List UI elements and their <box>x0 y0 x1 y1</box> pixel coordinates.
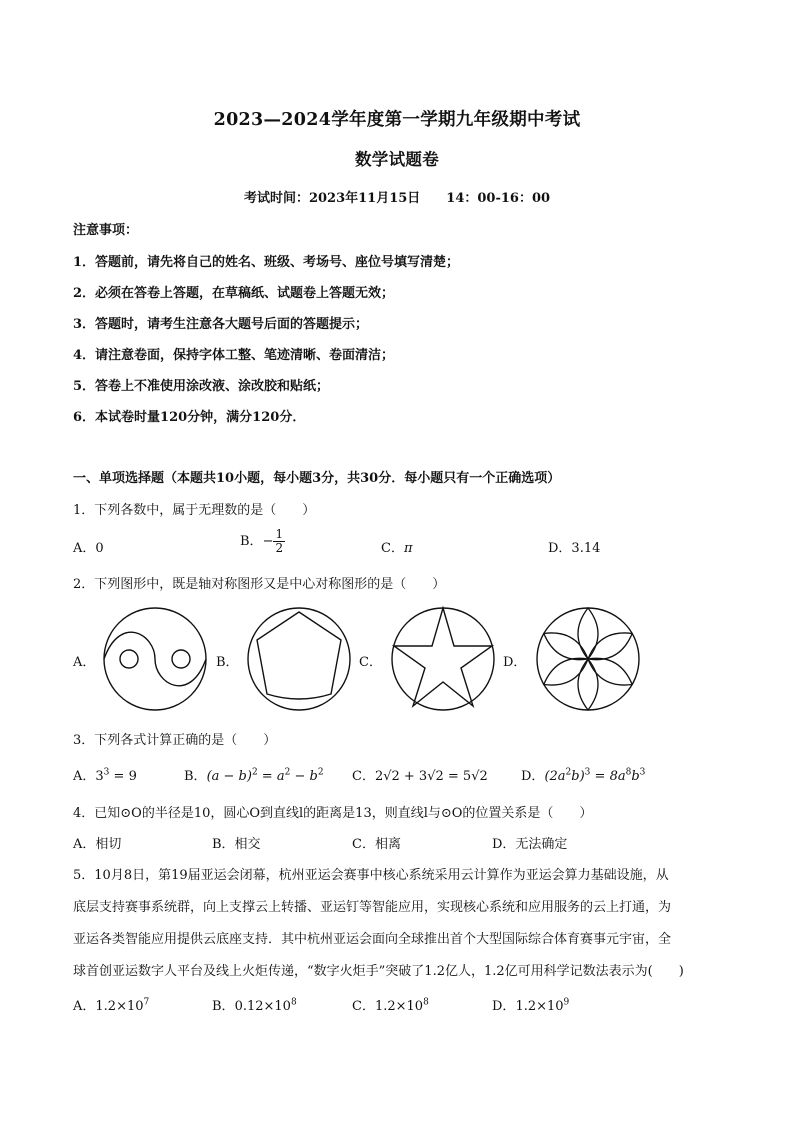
q3-option-d: D．$(2a^2b)^3 = 8a^8b^3$ <box>521 767 646 784</box>
figure-b-pentagon <box>244 604 354 714</box>
section-heading: 一、单项选择题（本题共10小题，每小题3分，共30分．每小题只有一个正确选项） <box>73 471 561 486</box>
q5-option-a: A．$1.2\times 10^7$ <box>73 997 150 1014</box>
q2-label-a: A． <box>73 655 96 670</box>
question-2-stem: 2．下列图形中，既是轴对称图形又是中心对称图形的是（ ） <box>73 577 446 592</box>
question-4-stem: 4．已知⊙O的半径是10，圆心O到直线l的距离是13，则直线l与⊙O的位置关系是（ ） <box>73 806 593 821</box>
question-3-stem: 3．下列各式计算正确的是（ ） <box>73 733 277 748</box>
q1-option-a: A．0 <box>73 541 104 556</box>
note-item: 3．答题时，请考生注意各大题号后面的答题提示； <box>73 317 369 332</box>
q1-option-c: C．π <box>381 541 413 556</box>
q2-label-c: C． <box>359 655 382 670</box>
q5-option-b: B．$0.12\times 10^8$ <box>212 997 297 1014</box>
question-5-line: 亚运各类智能应用提供云底座支持．其中杭州亚运会面向全球推出首个大型国际综合体育赛事元宇宙，全 <box>73 932 672 947</box>
note-item: 2．必须在答卷上答题，在草稿纸、试题卷上答题无效； <box>73 286 395 301</box>
exam-time: 考试时间：2023年11月15日 14：00-16：00 <box>243 191 551 206</box>
q3-option-a: A．$3^3 = 9$ <box>73 767 137 784</box>
question-5-line: 5．10月8日，第19届亚运会闭幕，杭州亚运会赛事中核心系统采用云计算作为亚运会算力基础设施，从 <box>73 868 669 883</box>
q3-option-b: B．$(a - b)^2 = a^2 - b^2$ <box>184 767 324 784</box>
question-1-stem: 1．下列各数中，属于无理数的是（ ） <box>73 503 316 518</box>
q4-option-d: D．无法确定 <box>492 837 568 852</box>
note-item: 5．答卷上不准使用涂改液、涂改胶和贴纸； <box>73 379 330 394</box>
q4-option-c: C．相离 <box>352 837 401 852</box>
note-item: 4．请注意卷面，保持字体工整、笔迹清晰、卷面清洁； <box>73 348 395 363</box>
q4-option-a: A．相切 <box>73 837 122 852</box>
q2-label-d: D． <box>503 655 527 670</box>
figure-d-flower <box>533 604 643 714</box>
q5-option-c: C．$1.2\times 10^8$ <box>352 997 429 1014</box>
notes-heading: 注意事项： <box>73 223 139 238</box>
exam-subtitle: 数学试题卷 <box>355 150 439 169</box>
q1-option-b: B．− $\frac{1}{2}$ <box>240 527 284 555</box>
figure-c-star <box>388 604 498 714</box>
figure-a-yinyang <box>100 604 210 714</box>
question-5-line: 球首创亚运数字人平台及线上火炬传递，“数字火炬手”突破了1.2亿人，1.2亿可用科学记数法表示为( ) <box>73 964 684 979</box>
q4-option-b: B．相交 <box>212 837 261 852</box>
q5-option-d: D．$1.2\times 10^9$ <box>492 997 570 1014</box>
q1-option-d: D．3.14 <box>548 541 601 556</box>
exam-title: 2023—2024学年度第一学期九年级期中考试 <box>213 110 581 130</box>
q3-option-c: C．2√2 + 3√2 = 5√2 <box>352 769 488 784</box>
q2-label-b: B． <box>216 655 239 670</box>
question-5-line: 底层支持赛事系统群，向上支撑云上转播、亚运钉等智能应用，实现核心系统和应用服务的云上打通，为 <box>73 900 672 915</box>
note-item: 1．答题前，请先将自己的姓名、班级、考场号、座位号填写清楚； <box>73 255 460 270</box>
note-item: 6．本试卷时量120分钟，满分120分． <box>73 410 306 425</box>
